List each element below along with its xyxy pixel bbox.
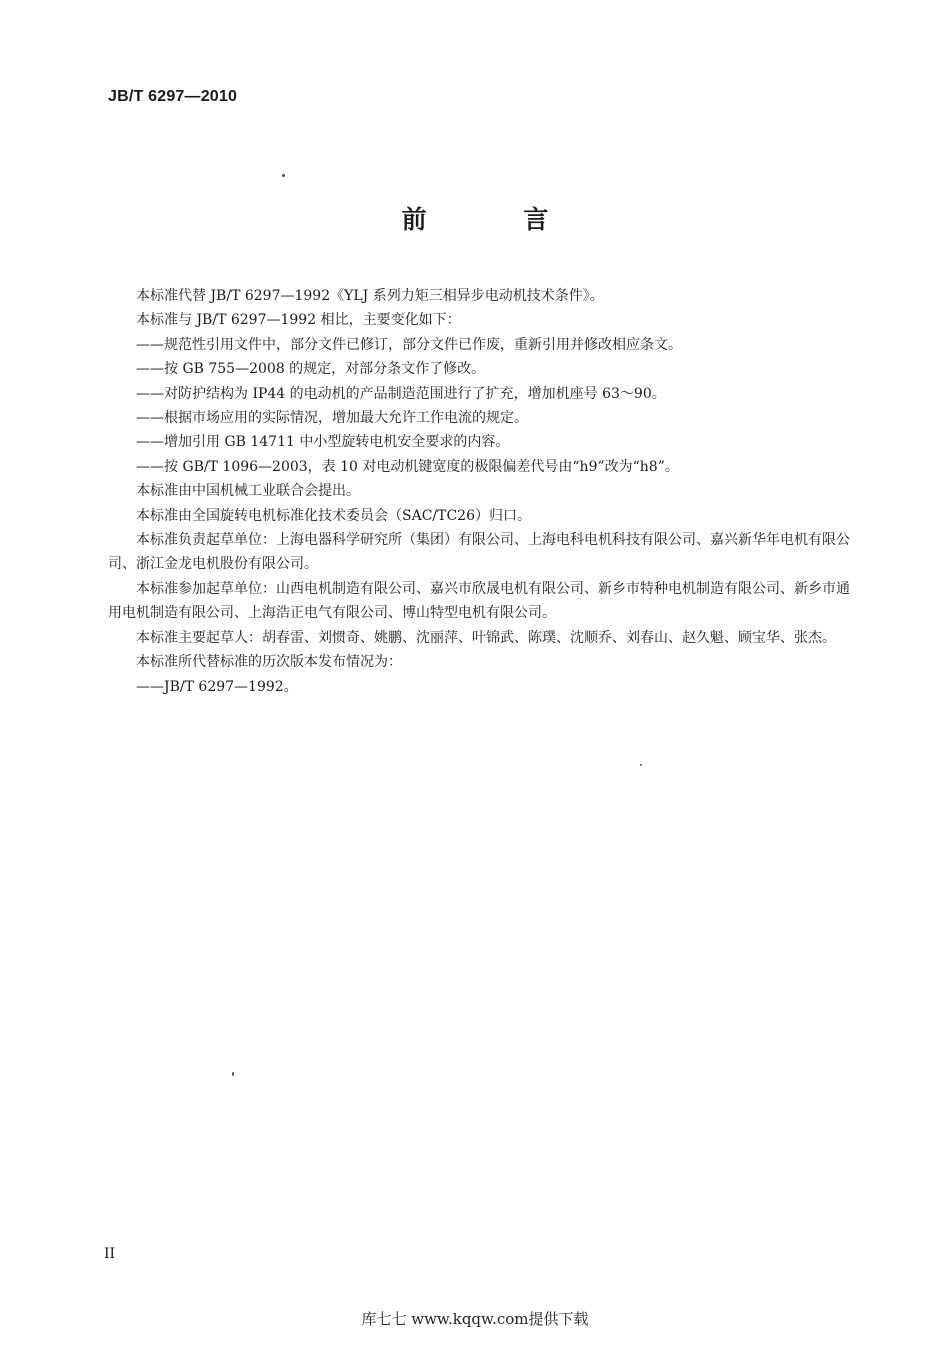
paragraph-committee: 本标准由全国旋转电机标准化技术委员会（SAC/TC26）归口。 — [136, 507, 531, 524]
change-item: ——按 GB/T 1096—2003，表 10 对电动机键宽度的极限偏差代号由“h9”改为“h8”。 — [136, 458, 679, 475]
page-title: 前 言 — [401, 205, 593, 234]
scan-speck — [640, 764, 642, 766]
standard-code-header: JB/T 6297—2010 — [108, 88, 238, 105]
paragraph-participating-drafters: 本标准参加起草单位：山西电机制造有限公司、嘉兴市欣晟电机有限公司、新乡市特种电机制造有限公司、新乡市通用电机制造有限公司、上海浩正电气有限公司、博山特型电机有限公司。 — [108, 580, 850, 622]
paragraph-changes-intro: 本标准与 JB/T 6297—1992 相比，主要变化如下： — [136, 312, 461, 329]
history-item: ——JB/T 6297—1992。 — [136, 678, 298, 695]
paragraph-proposer: 本标准由中国机械工业联合会提出。 — [136, 483, 360, 500]
change-item: ——根据市场应用的实际情况，增加最大允许工作电流的规定。 — [136, 410, 528, 427]
change-item: ——对防护结构为 IP44 的电动机的产品制造范围进行了扩充，增加机座号 63～90。 — [136, 385, 666, 402]
change-item: ——按 GB 755—2008 的规定，对部分条文作了修改。 — [136, 361, 486, 378]
scan-speck — [232, 1072, 234, 1076]
download-watermark: 库七七 www.kqqw.com提供下载 — [361, 1310, 589, 1328]
change-item: ——规范性引用文件中，部分文件已修订，部分文件已作废，重新引用并修改相应条文。 — [136, 336, 682, 353]
paragraph-main-drafters: 本标准主要起草人：胡春雷、刘惯奇、姚鹏、沈丽萍、叶锦武、陈璞、沈顺乔、刘春山、赵久魁、顾宝华、张杰。 — [136, 629, 836, 646]
foreword-body — [108, 284, 858, 699]
paragraph-history-intro: 本标准所代替标准的历次版本发布情况为： — [136, 654, 402, 671]
scan-speck — [282, 174, 285, 177]
paragraph-lead-drafters: 本标准负责起草单位：上海电器科学研究所（集团）有限公司、上海电科电机科技有限公司、嘉兴新华年电机有限公司、浙江金龙电机股份有限公司。 — [108, 532, 850, 573]
change-item: ——增加引用 GB 14711 中小型旋转电机安全要求的内容。 — [136, 434, 510, 451]
page-number: II — [104, 1246, 116, 1262]
paragraph-replaces: 本标准代替 JB/T 6297—1992《YLJ 系列力矩三相异步电动机技术条件》。 — [136, 288, 604, 304]
